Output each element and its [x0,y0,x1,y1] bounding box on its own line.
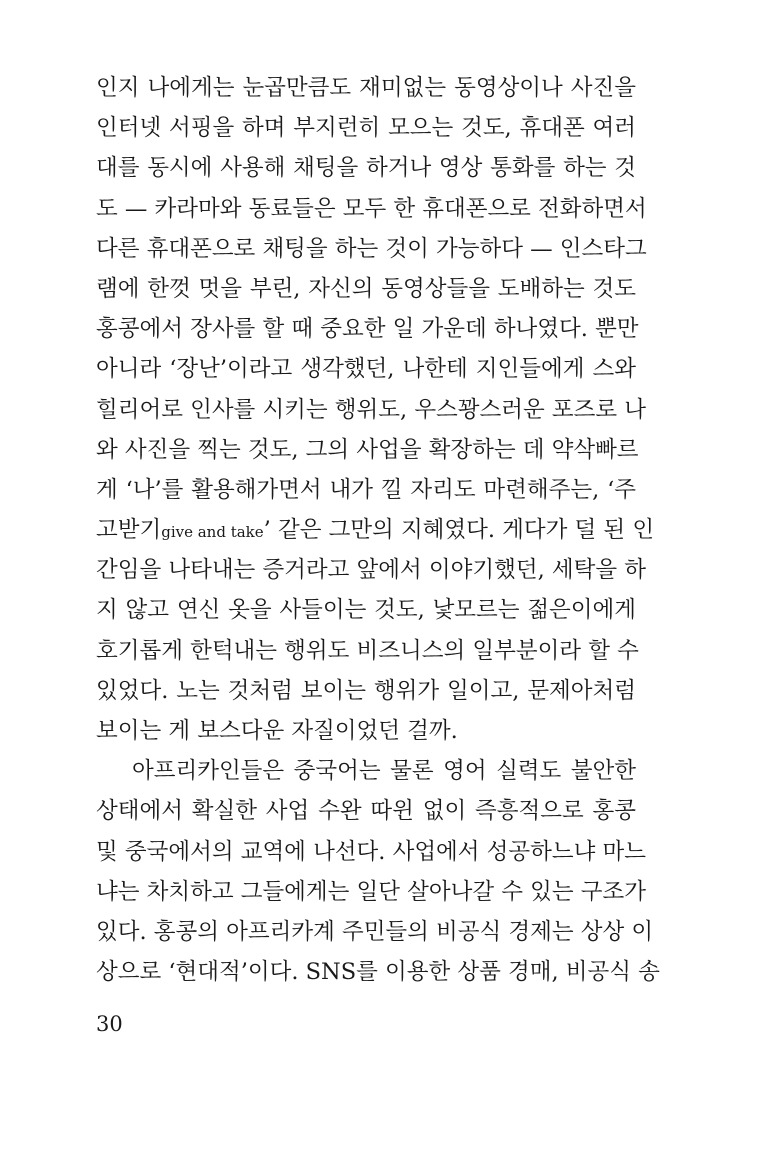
text-line: 인터넷 서핑을 하며 부지런히 모으는 것도, 휴대폰 여러 [96,115,636,142]
text-line: 힐리어로 인사를 시키는 행위도, 우스꽝스러운 포즈로 나 [96,396,646,423]
text-line: 홍콩에서 장사를 할 때 중요한 일 가운데 하나였다. 뿐만 [96,316,639,343]
text-line: 상으로 ‘현대적’이다. SNS를 이용한 상품 경매, 비공식 송 [96,959,660,986]
body-text [96,68,660,992]
text-line: 간임을 나타내는 증거라고 앞에서 이야기했던, 세탁을 하 [96,557,646,584]
text-line: 있었다. 노는 것처럼 보이는 행위가 일이고, 문제아처럼 [96,677,636,704]
text-line: 다른 휴대폰으로 채팅을 하는 것이 가능하다 — 인스타그 [96,235,647,262]
text-line: 상태에서 확실한 사업 수완 따윈 없이 즉흥적으로 홍콩 [96,798,636,825]
text-line: 대를 동시에 사용해 채팅을 하거나 영상 통화를 하는 것 [96,155,636,182]
page-number: 30 [96,1012,123,1036]
text-line: 램에 한껏 멋을 부린, 자신의 동영상들을 도배하는 것도 [96,275,636,302]
text-line: 와 사진을 찍는 것도, 그의 사업을 확장하는 데 약삭빠르 [96,436,639,463]
english-gloss: give and take [161,523,264,542]
text-line-with-gloss [96,510,655,550]
text-line: 냐는 차치하고 그들에게는 일단 살아나갈 수 있는 구조가 [96,878,646,905]
paragraph-first-line: 아프리카인들은 중국어는 물론 영어 실력도 불안한 [132,758,636,785]
text-line: 인지 나에게는 눈곱만큼도 재미없는 동영상이나 사진을 [96,75,636,101]
text-segment: 고받기 [96,517,162,544]
text-segment: ’ 같은 그만의 지혜였다. 게다가 덜 된 인 [263,517,655,544]
text-line: 도 — 카라마와 동료들은 모두 한 휴대폰으로 전화하면서 [96,195,647,222]
paragraph-last-line: 보이는 게 보스다운 자질이었던 걸까. [96,718,458,744]
text-line: 있다. 홍콩의 아프리카계 주민들의 비공식 경제는 상상 이 [96,918,654,945]
text-line: 및 중국에서의 교역에 나선다. 사업에서 성공하느냐 마느 [96,838,646,865]
text-line: 호기롭게 한턱내는 행위도 비즈니스의 일부분이라 할 수 [96,637,639,664]
text-line: 지 않고 연신 옷을 사들이는 것도, 낯모르는 젊은이에게 [96,597,636,624]
text-line: 게 ‘나’를 활용해가면서 내가 낄 자리도 마련해주는, ‘주 [96,476,636,503]
text-line: 아니라 ‘장난’이라고 생각했던, 나한테 지인들에게 스와 [96,356,636,383]
